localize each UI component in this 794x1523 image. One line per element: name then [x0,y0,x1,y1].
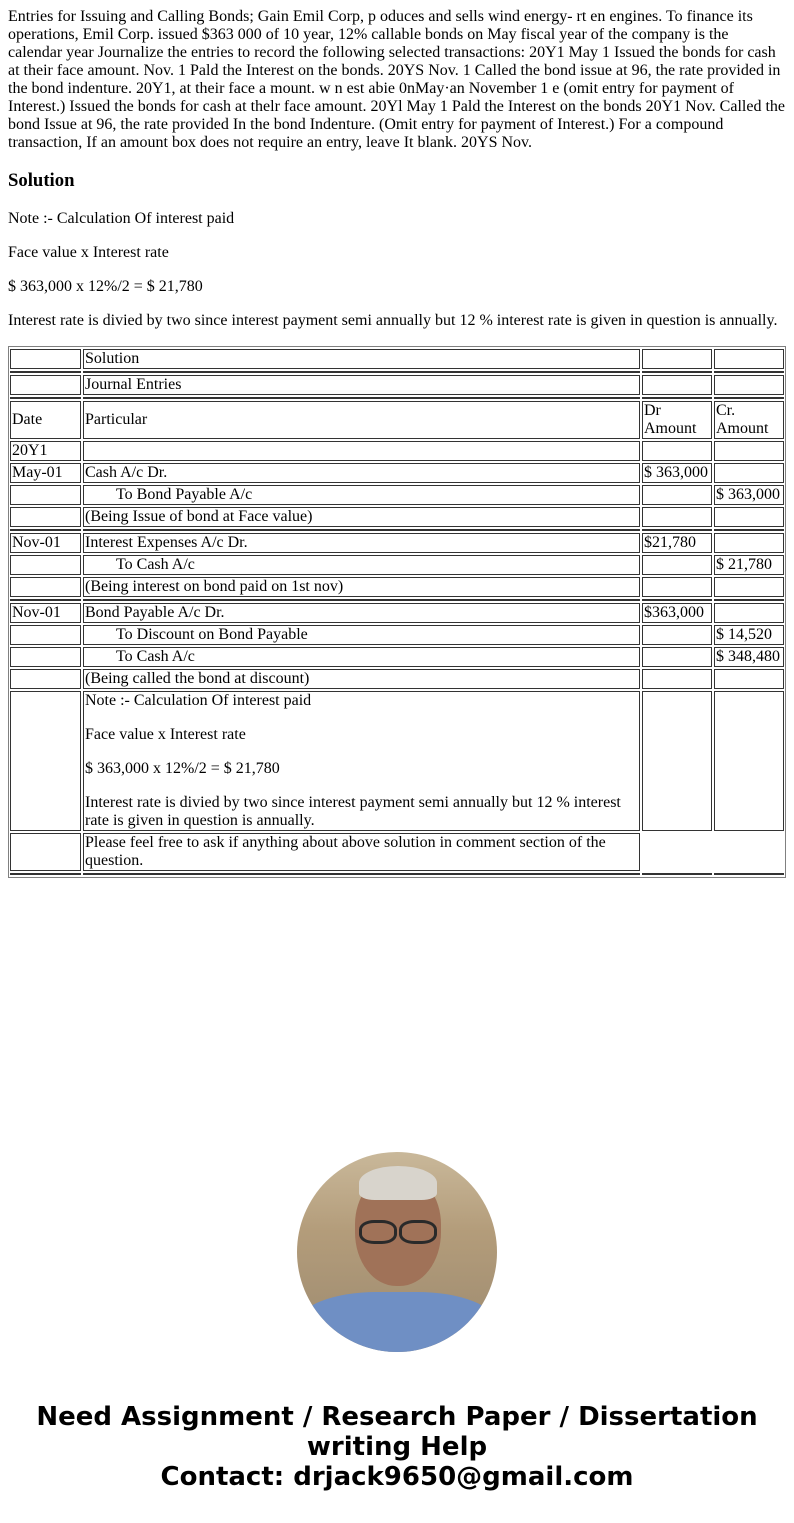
debit-cell [642,441,712,461]
credit-cell: $ 21,780 [714,555,784,575]
closing-cell: Please feel free to ask if anything about above solution in comment section of the question. [83,833,640,871]
note-line: $ 363,000 x 12%/2 = $ 21,780 [8,278,203,295]
group-separator [10,371,784,373]
separator [642,397,712,399]
credit-cell [714,669,784,689]
separator [642,529,712,531]
particular-cell: Bond Payable A/c Dr. [83,603,640,623]
table-row [10,577,784,597]
credit-cell: $ 14,520 [714,625,784,645]
separator [714,599,784,601]
note-line: Interest rate is divied by two since interest payment semi annually but 12 % interest rate is given in question is annually. [8,312,778,329]
credit-cell [714,577,784,597]
separator [714,371,784,373]
credit-cell [714,691,784,831]
credit-cell [714,441,784,461]
note-line: $ 363,000 x 12%/2 = $ 21,780 [85,760,280,777]
group-separator [10,529,784,531]
particular-cell: Cash A/c Dr. [83,463,640,483]
debit-cell: Dr Amount [642,401,712,439]
separator [642,599,712,601]
note-line: Interest rate is divied by two since interest payment semi annually but 12 % interest rate is given in question is annually. [85,794,621,829]
particular-cell: (Being Issue of bond at Face value) [83,507,640,527]
date-cell [10,647,81,667]
credit-cell [714,375,784,395]
group-separator [10,873,784,875]
table-row [10,603,784,623]
note-line: Face value x Interest rate [8,244,169,261]
separator [714,397,784,399]
note-line: Note :- Calculation Of interest paid [85,692,312,709]
credit-cell [714,533,784,553]
debit-cell [642,507,712,527]
date-cell: Nov-01 [10,533,81,553]
date-cell [10,485,81,505]
table-row [10,375,784,395]
note-cell [83,691,640,831]
particular-cell [83,441,640,461]
particular-cell: Interest Expenses A/c Dr. [83,533,640,553]
credit-cell: $ 363,000 [714,485,784,505]
separator [10,599,81,601]
debit-cell [642,349,712,369]
date-cell [10,691,81,831]
debit-cell [642,485,712,505]
table-row [10,349,784,369]
date-cell: Date [10,401,81,439]
table-row [10,485,784,505]
date-cell: May-01 [10,463,81,483]
note-line: Face value x Interest rate [85,726,246,743]
table-row [10,533,784,553]
particular-cell: Particular [83,401,640,439]
date-cell [10,349,81,369]
separator [83,529,640,531]
date-cell [10,669,81,689]
empty-cell [642,833,784,871]
separator [642,371,712,373]
date-cell [10,555,81,575]
debit-cell [642,555,712,575]
credit-cell: $ 348,480 [714,647,784,667]
credit-cell [714,463,784,483]
solution-heading: Solution [8,170,75,191]
note-line: Note :- Calculation Of interest paid [8,210,235,227]
date-cell [10,375,81,395]
journal-table [8,346,786,878]
table-row [10,463,784,483]
date-cell: Nov-01 [10,603,81,623]
debit-cell: $ 363,000 [642,463,712,483]
note-row [10,691,784,831]
footer-help-text: Need Assignment / Research Paper / Dissertation writing Help [36,1402,758,1462]
date-cell [10,507,81,527]
debit-cell: $363,000 [642,603,712,623]
particular-cell: To Cash A/c [83,647,640,667]
group-separator [10,397,784,399]
group-separator [10,599,784,601]
separator [83,371,640,373]
particular-cell: To Bond Payable A/c [83,485,640,505]
date-cell [10,625,81,645]
debit-cell [642,669,712,689]
table-row [10,507,784,527]
separator [10,529,81,531]
author-photo [297,1152,497,1352]
question-text: Entries for Issuing and Calling Bonds; Gain Emil Corp, p oduces and sells wind energy- rt en engines. To finance its operations, Emil Corp. issued $363 000 of 10 year, 12% callable bonds on May fiscal year of the company is the calendar year Journalize the entries to record the following selected transactions: 20Y1 May 1 Issued the bonds for cash at their face amount. Nov. 1 Pald the Interest on the bonds. 20YS Nov. 1 Called the bond issue at 96, the rate provided in the bond indenture. 20Y1, at their face a mount. w n est abie 0nMay·an November 1 e (omit entry for payment of Interest.) Issued the bonds for cash at thelr face amount. 20Yl May 1 Pald the Interest on the bonds 20Y1 Nov. Called the bond Issue at 96, the rate provided In the bond Indenture. (Omit entry for payment of Interest.) For a compound transaction, If an amount box does not require an entry, leave It blank. 20YS Nov. [8,8,785,151]
credit-cell [714,603,784,623]
separator [10,873,81,875]
separator [83,397,640,399]
table-row [10,669,784,689]
particular-cell: (Being called the bond at discount) [83,669,640,689]
particular-cell: Journal Entries [83,375,640,395]
debit-cell [642,691,712,831]
separator [10,397,81,399]
debit-cell [642,375,712,395]
footer-banner [8,1402,786,1492]
notes [8,210,786,330]
debit-cell [642,625,712,645]
date-cell: 20Y1 [10,441,81,461]
particular-cell: Solution [83,349,640,369]
particular-cell: (Being interest on bond paid on 1st nov) [83,577,640,597]
separator [714,873,784,875]
separator [10,371,81,373]
date-cell [10,577,81,597]
closing-row [10,833,784,871]
table-row [10,647,784,667]
table-row [10,441,784,461]
footer-contact[interactable]: Contact: drjack9650@gmail.com [160,1462,634,1492]
separator [83,599,640,601]
credit-cell [714,349,784,369]
separator [642,873,712,875]
separator [83,873,640,875]
particular-cell: To Discount on Bond Payable [83,625,640,645]
table-row [10,625,784,645]
table-row [10,401,784,439]
debit-cell [642,647,712,667]
credit-cell: Cr. Amount [714,401,784,439]
date-cell [10,833,81,871]
debit-cell [642,577,712,597]
particular-cell: To Cash A/c [83,555,640,575]
debit-cell: $21,780 [642,533,712,553]
table-row [10,555,784,575]
separator [714,529,784,531]
credit-cell [714,507,784,527]
